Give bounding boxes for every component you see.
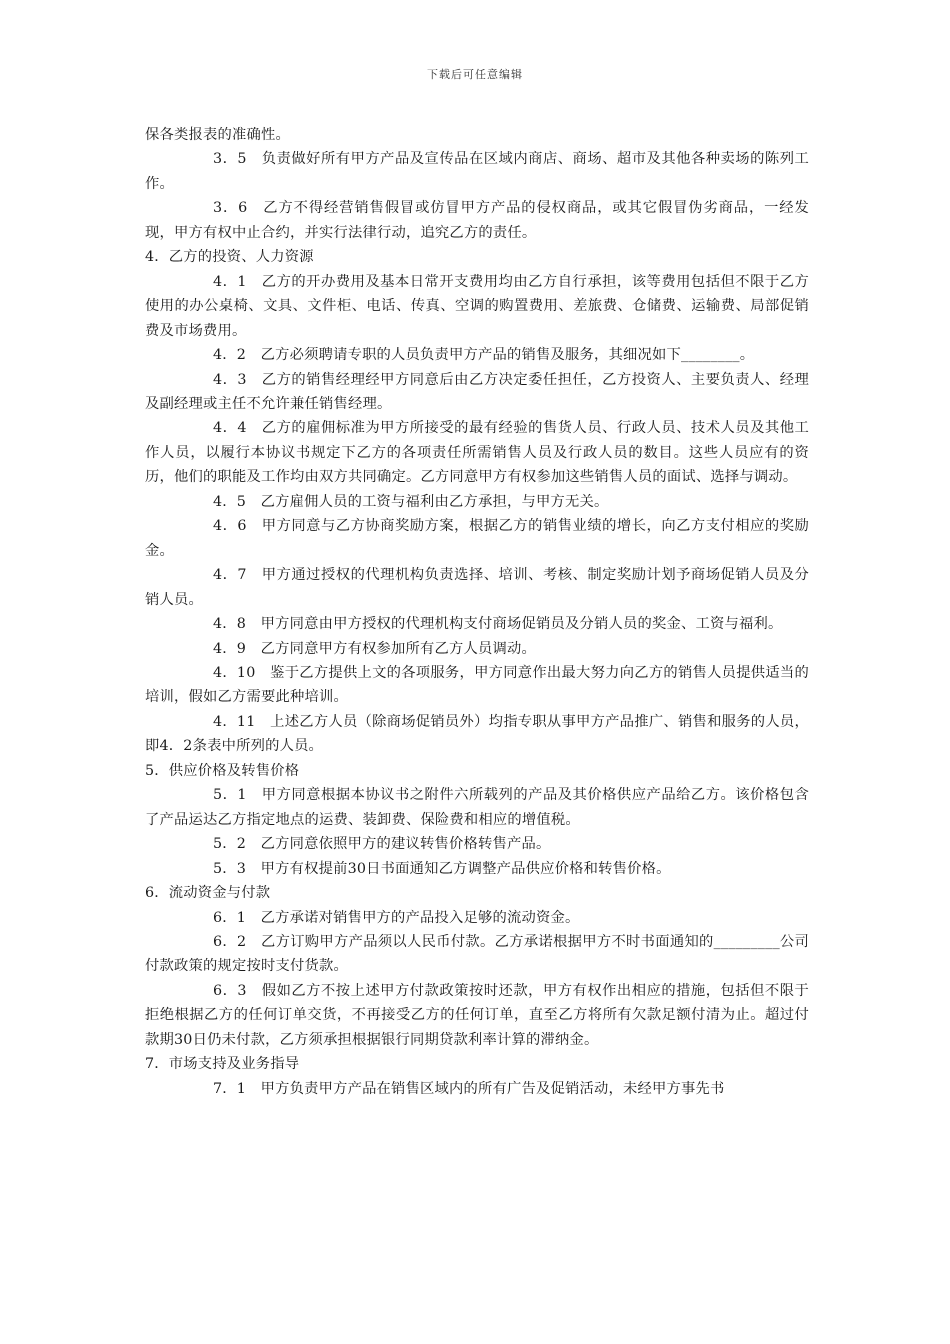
clause-6-2: 6．2 乙方订购甲方产品须以人民币付款。乙方承诺根据甲方不时书面通知的_________公司付款政策的规定按时支付货款。: [145, 933, 809, 975]
clause-4-1: 4．1 乙方的开办费用及基本日常开支费用均由乙方自行承担，该等费用包括但不限于乙方使用的办公桌椅、文具、文件柜、电话、传真、空调的购置费用、差旅费、仓储费、运输费、局部促销费及市场费用。: [145, 273, 809, 339]
clause-4-7: 4．7 甲方通过授权的代理机构负责选择、培训、考核、制定奖励计划予商场促销人员及分销人员。: [145, 567, 809, 608]
clause-6-3: 6．3 假如乙方不按上述甲方付款政策按时还款，甲方有权作出相应的措施，包括但不限于拒绝根据乙方的任何订单交货，不再接受乙方的任何订单，直至乙方将所有欠款足额付清为止。超过付款期30日仍未付款，乙方须承担根据银行同期贷款利率计算的滞纳金。: [145, 982, 809, 1048]
clause-7-1: 7．1 甲方负责甲方产品在销售区域内的所有广告及促销活动，未经甲方事先书: [213, 1080, 725, 1097]
clause-4-2: 4．2 乙方必须聘请专职的人员负责甲方产品的销售及服务，其细况如下________。: [213, 347, 755, 364]
clause-4-5: 4．5 乙方雇佣人员的工资与福利由乙方承担，与甲方无关。: [213, 493, 609, 510]
clause-6-1: 6．1 乙方承诺对销售甲方的产品投入足够的流动资金。: [213, 909, 580, 926]
clause-4-4: 4．4 乙方的雇佣标准为甲方所接受的最有经验的售货人员、行政人员、技术人员及其他工作人员，以履行本协议书规定下乙方的各项责任所需销售人员及行政人员的数目。这些人员应有的资历，他们的职能及工作均由双方共同确定。乙方同意甲方有权参加这些销售人员的面试、选择与调动。: [145, 420, 809, 486]
clause-5-2: 5．2 乙方同意依照甲方的建议转售价格转售产品。: [213, 836, 551, 853]
clause-3-5: 3．5 负责做好所有甲方产品及宣传品在区域内商店、商场、超市及其他各种卖场的陈列工作。: [145, 151, 809, 192]
clause-4-11: 4．11 上述乙方人员（除商场促销员外）均指专职从事甲方产品推广、销售和服务的人员，即4．2条表中所列的人员。: [145, 713, 809, 755]
section-heading-5: 5．供应价格及转售价格: [145, 762, 300, 779]
section-heading-4: 4．乙方的投资、人力资源: [145, 249, 314, 266]
paragraph: 保各类报表的准确性。: [145, 127, 290, 143]
clause-4-3: 4．3 乙方的销售经理经甲方同意后由乙方决定委任担任，乙方投资人、主要负责人、经理及副经理或主任不允许兼任销售经理。: [145, 371, 809, 412]
clause-5-3: 5．3 甲方有权提前30日书面通知乙方调整产品供应价格和转售价格。: [213, 860, 671, 877]
clause-4-8: 4．8 甲方同意由甲方授权的代理机构支付商场促销员及分销人员的奖金、工资与福利。: [213, 616, 783, 633]
page-header: 下载后可任意编辑: [427, 68, 523, 81]
clause-4-10: 4．10 鉴于乙方提供上文的各项服务，甲方同意作出最大努力向乙方的销售人员提供适当的培训，假如乙方需要此种培训。: [145, 664, 809, 706]
clause-4-6: 4．6 甲方同意与乙方协商奖励方案，根据乙方的销售业绩的增长，向乙方支付相应的奖励金。: [145, 518, 809, 559]
clause-5-1: 5．1 甲方同意根据本协议书之附件六所载列的产品及其价格供应产品给乙方。该价格包含了产品运达乙方指定地点的运费、装卸费、保险费和相应的增值税。: [145, 787, 809, 828]
clause-3-6: 3．6 乙方不得经营销售假冒或仿冒甲方产品的侵权商品，或其它假冒伪劣商品，一经发现，甲方有权中止合约，并实行法律行动，追究乙方的责任。: [145, 200, 809, 241]
section-heading-6: 6．流动资金与付款: [145, 885, 271, 902]
clause-4-9: 4．9 乙方同意甲方有权参加所有乙方人员调动。: [213, 640, 537, 657]
document-body: [145, 123, 809, 1101]
section-heading-7: 7．市场支持及业务指导: [145, 1056, 300, 1073]
